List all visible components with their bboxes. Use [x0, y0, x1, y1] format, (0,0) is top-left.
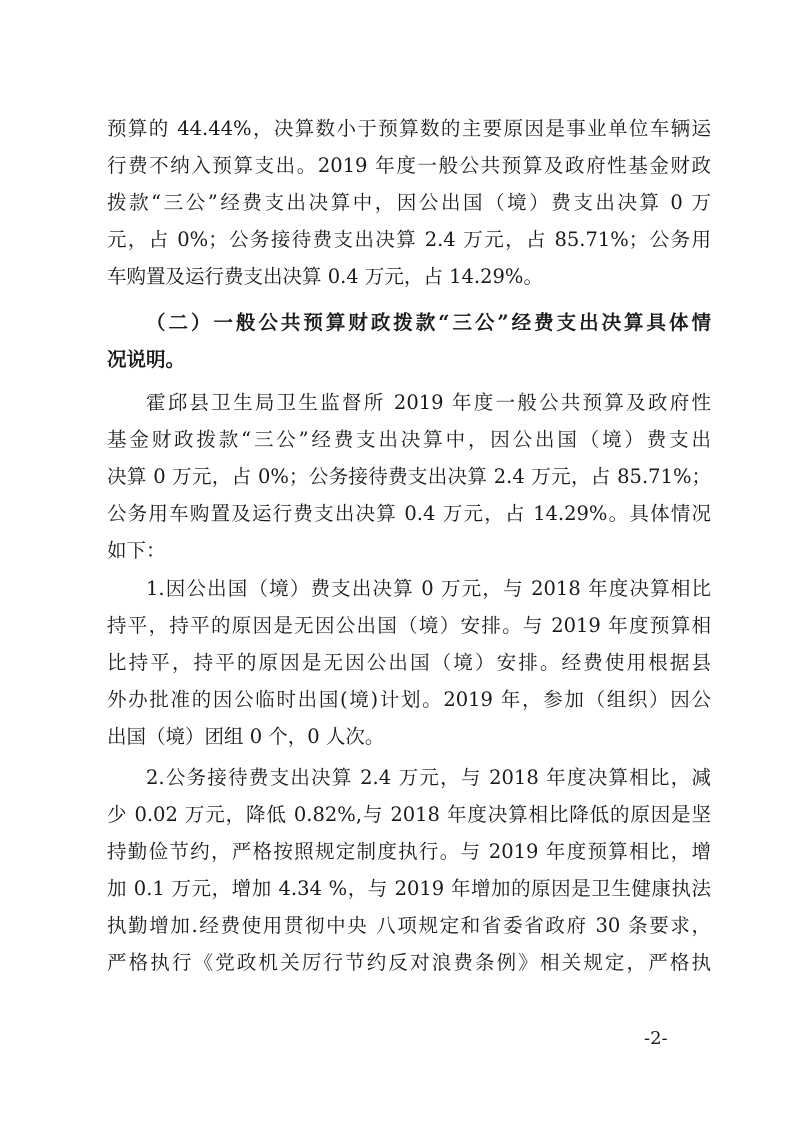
paragraph-line: 外办批准的因公临时出国(境)计划。2019 年，参加（组织）因公 — [107, 688, 711, 711]
paragraph-line: 少 0.02 万元，降低 0.82%,与 2018 年度决算相比降低的原因是坚 — [107, 803, 711, 826]
paragraph-line: 严格执行《党政机关厉行节约反对浪费条例》相关规定，严格执 — [107, 951, 711, 974]
paragraph-line: 决算 0 万元，占 0%；公务接待费支出决算 2.4 万元，占 85.71%； — [107, 465, 711, 488]
paragraph-line: 1.因公出国（境）费支出决算 0 万元，与 2018 年度决算相比 — [146, 577, 711, 600]
paragraph-line: 出国（境）团组 0 个，0 人次。 — [107, 725, 385, 748]
paragraph-line: 持勤俭节约，严格按照规定制度执行。与 2019 年度预算相比，增 — [107, 840, 711, 863]
paragraph-line: 公务用车购置及运行费支出决算 0.4 万元，占 14.29%。具体情况 — [107, 502, 711, 525]
paragraph-line: 车购置及运行费支出决算 0.4 万元，占 14.29%。 — [107, 265, 543, 288]
paragraph-line: 执勤增加.经费使用贯彻中央 八项规定和省委省政府 30 条要求， — [107, 914, 711, 937]
paragraph-line: 行费不纳入预算支出。2019 年度一般公共预算及政府性基金财政 — [107, 154, 711, 177]
paragraph-line: 基金财政拨款“三公”经费支出决算中，因公出国（境）费支出 — [107, 428, 711, 451]
paragraph-line: 元，占 0%；公务接待费支出决算 2.4 万元，占 85.71%；公务用 — [107, 228, 711, 251]
section-heading-line: （二）一般公共预算财政拨款“三公”经费支出决算具体情 — [146, 311, 711, 334]
paragraph-line: 2.公务接待费支出决算 2.4 万元，与 2018 年度决算相比，减 — [146, 766, 711, 789]
paragraph-line: 拨款“三公”经费支出决算中，因公出国（境）费支出决算 0 万 — [107, 191, 711, 214]
paragraph-line: 预算的 44.44%，决算数小于预算数的主要原因是事业单位车辆运 — [107, 117, 711, 140]
section-heading-line: 况说明。 — [107, 348, 186, 371]
page-number: -2- — [644, 1028, 668, 1049]
paragraph-line: 如下： — [107, 539, 166, 562]
paragraph-line: 加 0.1 万元，增加 4.34 %，与 2019 年增加的原因是卫生健康执法 — [107, 877, 711, 900]
paragraph-line: 霍邱县卫生局卫生监督所 2019 年度一般公共预算及政府性 — [146, 391, 711, 414]
paragraph-line: 持平，持平的原因是无因公出国（境）安排。与 2019 年度预算相 — [107, 614, 711, 637]
paragraph-line: 比持平，持平的原因是无因公出国（境）安排。经费使用根据县 — [107, 651, 711, 674]
